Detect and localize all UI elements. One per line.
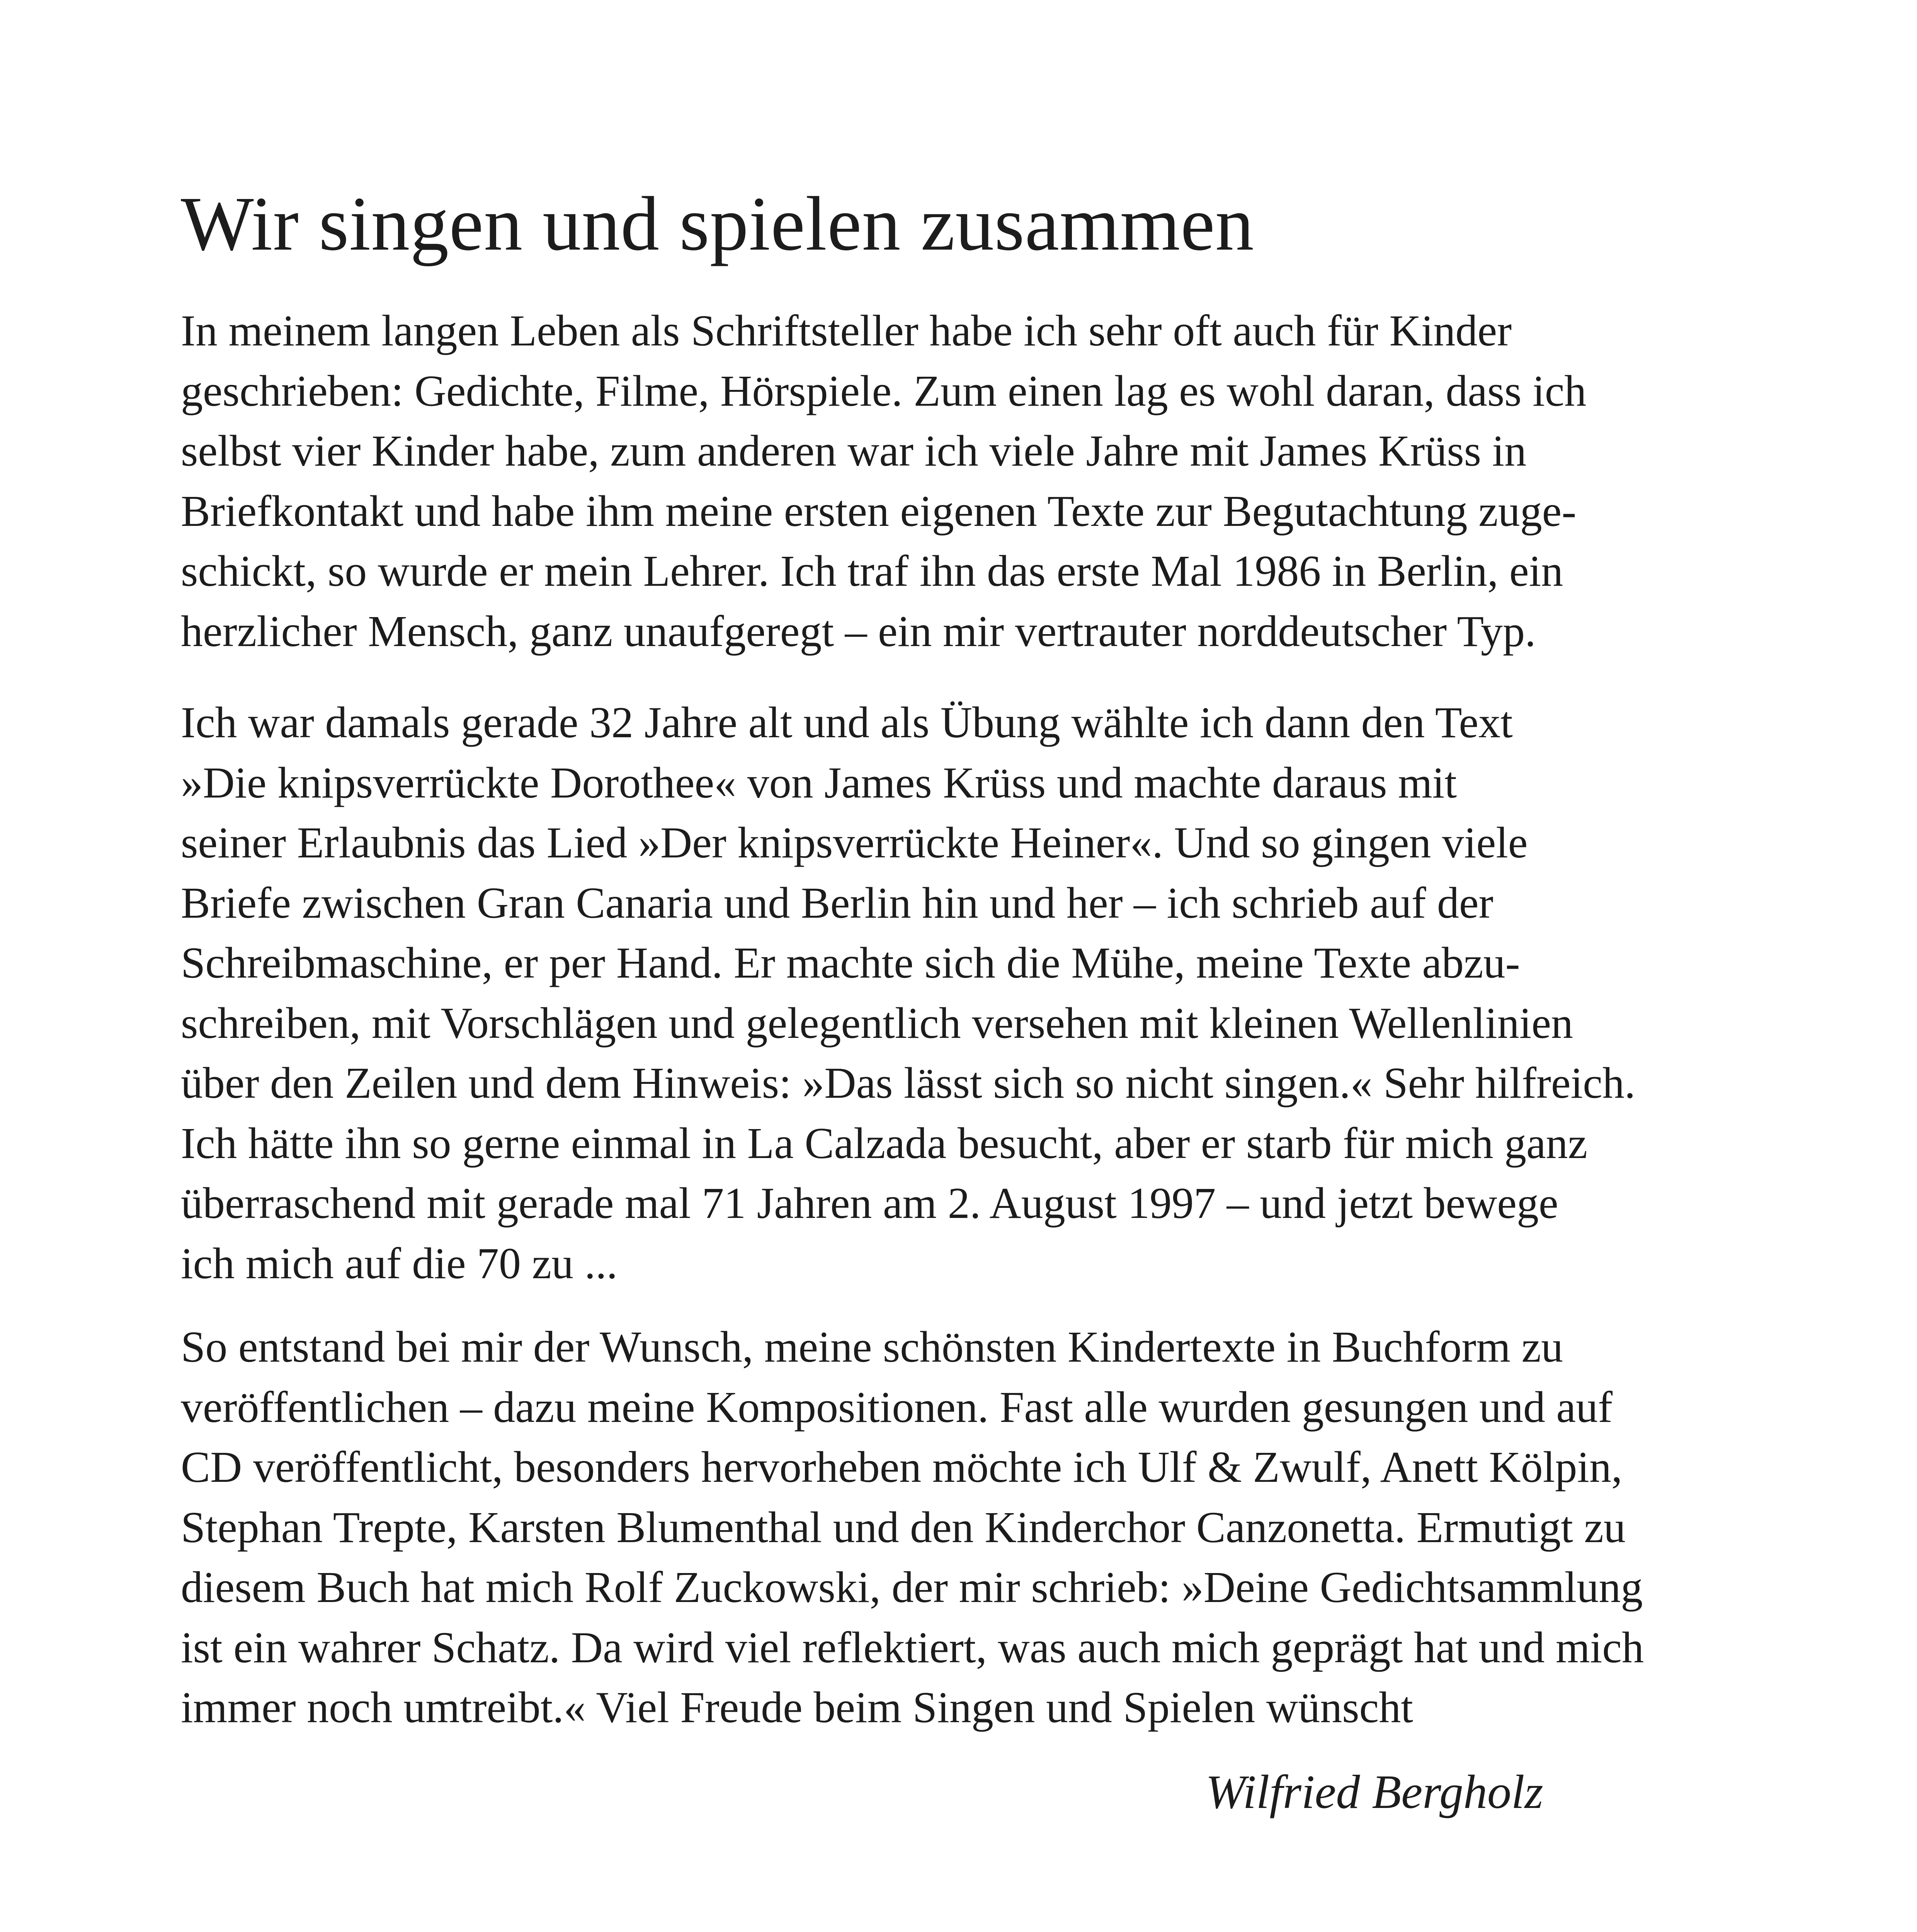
text-line: Stephan Trepte, Karsten Blumenthal und den Kinderchor Canzonetta. Ermutigt zu — [181, 1502, 1626, 1552]
text-line: CD veröffentlicht, besonders hervorheben möchte ich Ulf & Zwulf, Anett Kölpin, — [181, 1442, 1623, 1492]
text-line: diesem Buch hat mich Rolf Zuckowski, der mir schrieb: »Deine Gedichtsammlung — [181, 1563, 1643, 1612]
text-line: ich mich auf die 70 zu ... — [181, 1238, 618, 1288]
text-line: geschrieben: Gedichte, Filme, Hörspiele. Zum einen lag es wohl daran, dass ich — [181, 366, 1587, 415]
text-line: veröffentlichen – dazu meine Kompositionen. Fast alle wurden gesungen und auf — [181, 1382, 1613, 1432]
paragraph-1 — [181, 301, 1586, 661]
text-line: So entstand bei mir der Wunsch, meine schönsten Kindertexte in Buchform zu — [181, 1322, 1563, 1371]
text-line: Ich war damals gerade 32 Jahre alt und als Übung wählte ich dann den Text — [181, 698, 1513, 747]
paragraph-2 — [181, 692, 1635, 1293]
text-line: überraschend mit gerade mal 71 Jahren am 2. August 1997 – und jetzt bewege — [181, 1179, 1558, 1228]
text-line: schreiben, mit Vorschlägen und gelegentlich versehen mit kleinen Wellenlinien — [181, 998, 1573, 1048]
text-line: immer noch umtreibt.« Viel Freude beim Singen und Spielen wünscht — [181, 1683, 1413, 1732]
text-line: selbst vier Kinder habe, zum anderen war ich viele Jahre mit James Krüss in — [181, 426, 1527, 475]
text-line: über den Zeilen und dem Hinweis: »Das lässt sich so nicht singen.« Sehr hilfreich. — [181, 1058, 1636, 1107]
text-line: Briefe zwischen Gran Canaria und Berlin hin und her – ich schrieb auf der — [181, 878, 1493, 927]
author-signature: Wilfried Bergholz — [1206, 1765, 1543, 1818]
text-line: seiner Erlaubnis das Lied »Der knipsverrückte Heiner«. Und so gingen viele — [181, 818, 1528, 867]
page-title: Wir singen und spielen zusammen — [181, 181, 1254, 267]
text-line: Schreibmaschine, er per Hand. Er machte sich die Mühe, meine Texte abzu- — [181, 938, 1520, 987]
paragraph-3 — [181, 1317, 1644, 1738]
text-line: In meinem langen Leben als Schriftsteller habe ich sehr oft auch für Kinder — [181, 306, 1512, 355]
text-line: Ich hätte ihn so gerne einmal in La Calzada besucht, aber er starb für mich ganz — [181, 1118, 1588, 1168]
text-line: schickt, so wurde er mein Lehrer. Ich traf ihn das erste Mal 1986 in Berlin, ein — [181, 546, 1563, 595]
text-line: »Die knipsverrückte Dorothee« von James Krüss und machte daraus mit — [181, 758, 1457, 807]
text-line: Briefkontakt und habe ihm meine ersten eigenen Texte zur Begutachtung zuge- — [181, 486, 1577, 536]
text-line: ist ein wahrer Schatz. Da wird viel reflektiert, was auch mich geprägt hat und mich — [181, 1622, 1644, 1672]
text-line: herzlicher Mensch, ganz unaufgeregt – ein mir vertrauter norddeutscher Typ. — [181, 606, 1536, 656]
